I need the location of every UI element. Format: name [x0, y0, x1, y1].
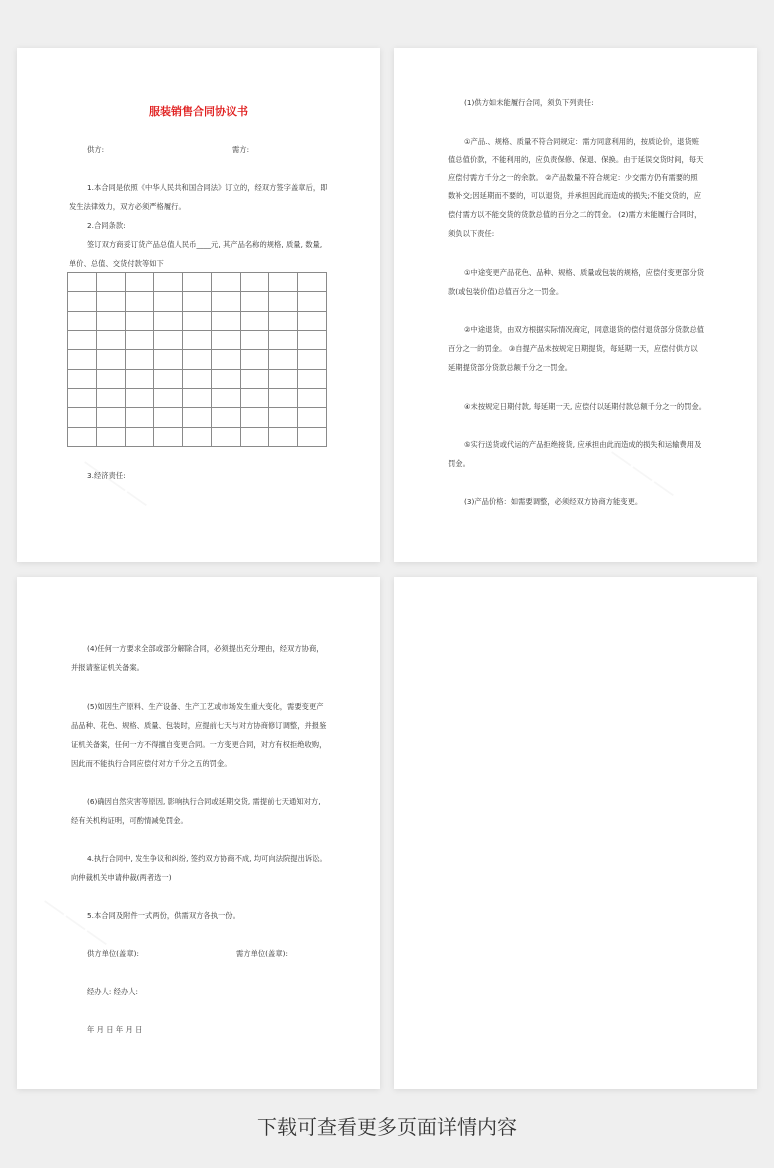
paragraph-line: (4)任何一方要求全部或部分解除合同，必须提出充分理由，经双方协商，: [87, 644, 324, 653]
paragraph-line: (1)供方如未能履行合同，须负下列责任:: [464, 98, 594, 107]
paragraph-line: 罚金。: [448, 459, 470, 468]
table-row: [68, 427, 327, 446]
paragraph-line: 2.合同条款:: [87, 221, 126, 230]
document-page-3: [17, 577, 380, 1089]
table-row: [68, 408, 327, 427]
paragraph-line: 向仲裁机关申请仲裁(两者选一): [71, 873, 172, 882]
paragraph-line: ①中途变更产品花色、品种、规格、质量或包装的规格，应偿付变更部分货: [464, 268, 705, 277]
paragraph-line: 签订双方商妥订货产品总值人民币____元, 其产品名称的规格, 质量, 数量,: [87, 240, 323, 249]
paragraph-line: 应偿付需方千分之一的余款。 ②产品数量不符合规定：少交需方仍有需要的照: [448, 173, 698, 182]
paragraph-line: ①产品.、规格、质量不符合同规定：需方同意利用的，按质论价，退货赃: [464, 137, 700, 146]
document-page-2: [394, 48, 757, 562]
watermark: [75, 448, 156, 517]
paragraph-line: (6)确因自然灾害等原因, 影响执行合同或延期交货, 需提前七天通知对方,: [87, 797, 321, 806]
supplier-label: 供方:: [87, 145, 105, 154]
paragraph-line: (3)产品价格：如需要调整，必须经双方协商方能变更。: [464, 497, 643, 506]
paragraph-line: 偿付需方以不能交货的货款总值的百分之二的罚金。 (2)需方未能履行合同时，: [448, 210, 702, 219]
table-row: [68, 292, 327, 311]
table-row: [68, 330, 327, 349]
paragraph-line: 值总值价款，不能利用的，应负责保修、保退、保换。由于延误交货时间，每天: [448, 155, 704, 164]
paragraph-line: 款(或包装价值)总值百分之一罚金。: [448, 287, 564, 296]
contract-title: 服装销售合同协议书: [149, 105, 248, 118]
paragraph-line: 1.本合同是依照《中华人民共和国合同法》订立的，经双方签字盖章后，即: [87, 183, 328, 192]
buyer-label: 需方:: [232, 145, 250, 154]
buyer-seal-label: 需方单位(盖章):: [236, 949, 288, 958]
paragraph-line: ②中途退货，由双方根据实际情况商定，同意退货的偿付退货部分货款总值: [464, 325, 705, 334]
paragraph-line: 品品种、花色、规格、质量、包装时，应提前七天与对方协商修订调整，并报鉴: [71, 721, 327, 730]
table-row: [68, 311, 327, 330]
watermark: [35, 887, 116, 956]
paragraph-line: (5)如因生产原料、生产设备、生产工艺或市场发生重大变化，需要变更产: [87, 702, 324, 711]
paragraph-line: 5.本合同及附件一式两份，供需双方各执一份。: [87, 911, 240, 920]
paragraph-line: 须负以下责任:: [448, 229, 495, 238]
agent-labels: 经办人: 经办人:: [87, 987, 139, 996]
paragraph-line: ④未按规定日期付款, 每延期一天, 应偿付以延期付款总额千分之一的罚金。: [464, 402, 707, 411]
paragraph-line: 经有关机构证明，可酌情减免罚金。: [71, 816, 188, 825]
paragraph-line: 数补交;因延期而不要的，可以退货，并承担因此而造成的损失;不能交货的，应: [448, 191, 702, 200]
table-row: [68, 369, 327, 388]
footer-caption: 下载可查看更多页面详情内容: [257, 1115, 517, 1139]
paragraph-line: 百分之一的罚金。 ③自提产品未按规定日期提货，每延期一天，应偿付供方以: [448, 344, 698, 353]
paragraph-line: 发生法律效力，双方必须严格履行。: [69, 202, 186, 211]
paragraph-line: 单价、总值、交货付款等如下: [69, 259, 164, 268]
table-row: [68, 350, 327, 369]
paragraph-line: 延期提货部分货款总额千分之一罚金。: [448, 363, 573, 372]
paragraph-line: ⑤实行送货或代运的产品拒绝接货, 应承担由此而造成的损失和运输费用及: [464, 440, 702, 449]
paragraph-line: 并报请鉴证机关备案。: [71, 663, 144, 672]
order-table: [67, 272, 327, 447]
document-page-1: [17, 48, 380, 562]
table-row: [68, 388, 327, 407]
document-page-4: [394, 577, 757, 1089]
paragraph-line: 4.执行合同中, 发生争议和纠纷, 签约双方协商不成, 均可向法院提出诉讼。: [87, 854, 327, 863]
table-row: [68, 273, 327, 292]
paragraph-line: 证机关备案，任何一方不得擅自变更合同。一方变更合同，对方有权拒绝收购，: [71, 740, 327, 749]
paragraph-line: 因此而不能执行合同应偿付对方千分之五的罚金。: [71, 759, 232, 768]
paragraph-line: 3.经济责任:: [87, 471, 126, 480]
supplier-seal-label: 供方单位(盖章):: [87, 949, 139, 958]
date-labels: 年 月 日 年 月 日: [87, 1025, 143, 1034]
